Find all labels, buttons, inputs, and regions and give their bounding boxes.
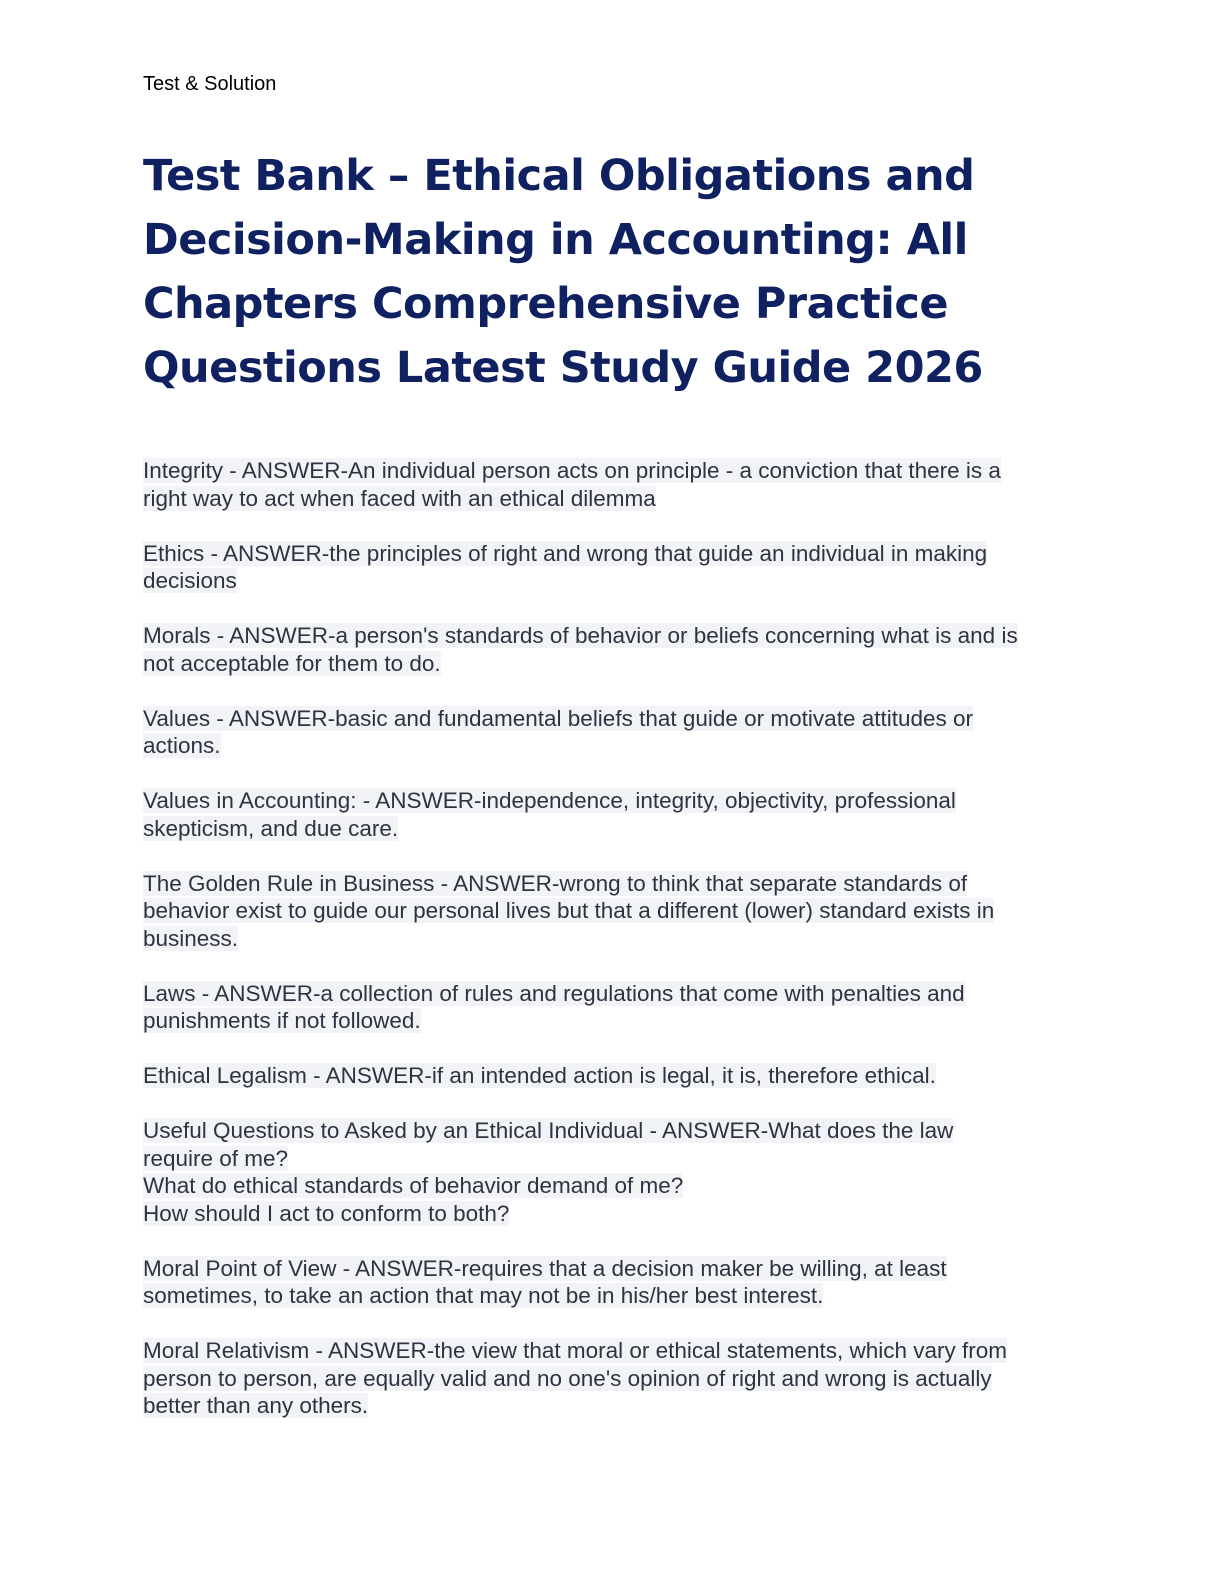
qa-entry [143,1337,1083,1420]
entry-line: Laws - ANSWER-a collection of rules and regulations that come with penalties and [143,980,965,1006]
qa-entry-list [143,457,1083,1447]
entry-line: Moral Relativism - ANSWER-the view that moral or ethical statements, which vary from [143,1338,1007,1363]
entry-line: How should I act to conform to both? [143,1200,510,1226]
entry-line: business. [143,925,239,951]
qa-entry [143,1255,1083,1310]
page-header-label: Test & Solution [143,73,277,95]
entry-line: Ethical Legalism - ANSWER-if an intended action is legal, it is, therefore ethical. [143,1063,936,1088]
entry-line: punishments if not followed. [143,1008,421,1033]
entry-line: right way to act when faced with an ethical dilemma [143,485,656,511]
entry-line: person to person, are equally valid and no one's opinion of right and wrong is actually [143,1365,992,1391]
entry-line: Values - ANSWER-basic and fundamental beliefs that guide or motivate attitudes or [143,705,974,731]
entry-line: skepticism, and due care. [143,815,399,841]
qa-entry [143,457,1083,512]
title-line: Questions Latest Study Guide 2026 [143,343,983,393]
document-title [143,144,1103,400]
title-line: Chapters Comprehensive Practice [143,279,949,329]
qa-entry [143,870,1083,953]
entry-line: better than any others. [143,1393,369,1418]
entry-line: Values in Accounting: - ANSWER-independence, integrity, objectivity, professional [143,788,956,813]
entry-line: Morals - ANSWER-a person's standards of behavior or beliefs concerning what is and is [143,623,1018,648]
qa-entry [143,1062,1083,1090]
entry-line: decisions [143,568,237,593]
entry-line: Integrity - ANSWER-An individual person acts on principle - a conviction that there is a [143,458,1001,483]
entry-line: Ethics - ANSWER-the principles of right and wrong that guide an individual in making [143,540,988,566]
entry-line: require of me? [143,1145,289,1171]
qa-entry [143,980,1083,1035]
qa-entry [143,787,1083,842]
title-line: Decision-Making in Accounting: All [143,215,968,265]
qa-entry [143,1117,1083,1227]
entry-line: not acceptable for them to do. [143,650,441,676]
entry-line: behavior exist to guide our personal lives but that a different (lower) standard exists in [143,898,995,923]
qa-entry [143,540,1083,595]
qa-entry [143,622,1083,677]
entry-line: sometimes, to take an action that may not be in his/her best interest. [143,1283,824,1308]
entry-line: The Golden Rule in Business - ANSWER-wrong to think that separate standards of [143,870,968,896]
entry-line: Moral Point of View - ANSWER-requires that a decision maker be willing, at least [143,1255,947,1281]
title-line: Test Bank – Ethical Obligations and [143,151,975,201]
entry-line: actions. [143,733,221,758]
entry-line: Useful Questions to Asked by an Ethical Individual - ANSWER-What does the law [143,1118,954,1143]
entry-line: What do ethical standards of behavior demand of me? [143,1173,684,1198]
qa-entry [143,705,1083,760]
